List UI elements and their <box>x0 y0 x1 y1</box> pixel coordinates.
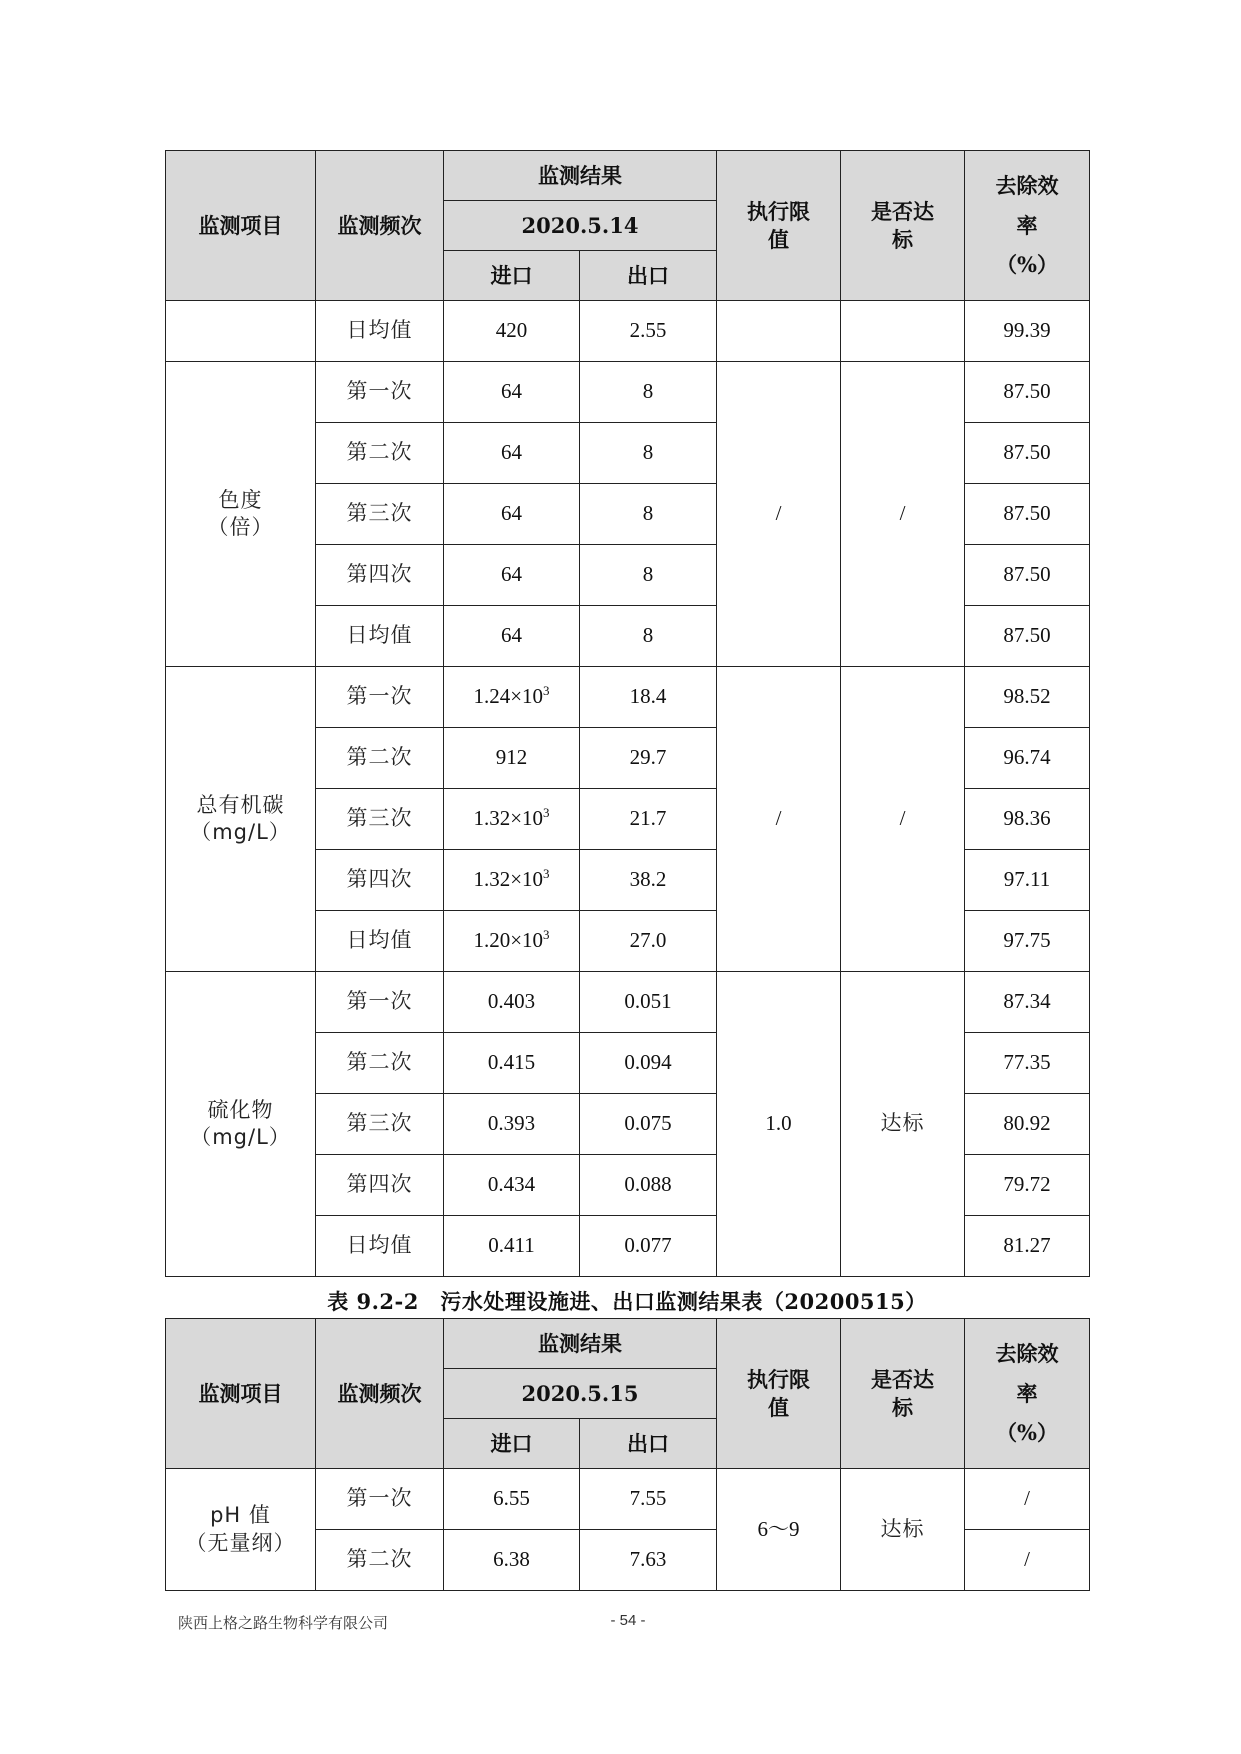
outlet-cell: 7.55 <box>580 1469 717 1530</box>
freq-cell: 第二次 <box>316 1530 444 1591</box>
limit-cell: / <box>717 362 841 667</box>
header-outlet: 出口 <box>580 1419 717 1469</box>
removal-cell: 87.34 <box>965 972 1090 1033</box>
outlet-cell: 38.2 <box>580 850 717 911</box>
header-outlet: 出口 <box>580 251 717 301</box>
table-row <box>166 301 1090 362</box>
inlet-exponent: 3 <box>543 927 550 943</box>
header-removal <box>965 1319 1090 1469</box>
outlet-cell: 8 <box>580 423 717 484</box>
inlet-base: 1.32×10 <box>473 867 544 892</box>
outlet-cell: 18.4 <box>580 667 717 728</box>
outlet-cell: 0.094 <box>580 1033 717 1094</box>
header-pass <box>841 1319 965 1469</box>
inlet-cell: 64 <box>444 484 580 545</box>
removal-cell: 87.50 <box>965 362 1090 423</box>
table-caption: 表 9.2-2 污水处理设施进、出口监测结果表（20200515） <box>327 1289 927 1314</box>
freq-cell: 日均值 <box>316 1216 444 1277</box>
outlet-cell: 8 <box>580 484 717 545</box>
inlet-exponent: 3 <box>543 683 550 699</box>
freq-cell: 第三次 <box>316 1094 444 1155</box>
outlet-cell: 2.55 <box>580 301 717 362</box>
header-item: 监测项目 <box>166 1319 316 1469</box>
removal-cell: 99.39 <box>965 301 1090 362</box>
removal-cell: / <box>965 1469 1090 1530</box>
header-result: 监测结果 <box>444 1319 717 1369</box>
freq-cell: 第四次 <box>316 850 444 911</box>
outlet-cell: 0.088 <box>580 1155 717 1216</box>
header-inlet: 进口 <box>444 251 580 301</box>
item-name: 硫化物 <box>207 1097 274 1122</box>
removal-cell: 79.72 <box>965 1155 1090 1216</box>
removal-cell: 81.27 <box>965 1216 1090 1277</box>
limit-cell: 1.0 <box>717 972 841 1277</box>
removal-cell: 87.50 <box>965 545 1090 606</box>
item-unit: （mg/L） <box>190 820 291 844</box>
removal-cell: / <box>965 1530 1090 1591</box>
removal-cell: 87.50 <box>965 484 1090 545</box>
inlet-base: 1.32×10 <box>473 806 544 831</box>
pass-cell: / <box>841 362 965 667</box>
header-removal <box>965 151 1090 301</box>
pass-cell: / <box>841 667 965 972</box>
inlet-cell <box>444 667 580 728</box>
freq-cell: 第一次 <box>316 667 444 728</box>
freq-cell: 第一次 <box>316 1469 444 1530</box>
limit-cell-empty <box>717 301 841 362</box>
freq-cell: 第三次 <box>316 484 444 545</box>
outlet-cell: 8 <box>580 545 717 606</box>
header-date: 2020.5.14 <box>444 201 717 251</box>
table-row <box>166 972 1090 1033</box>
table-row <box>166 362 1090 423</box>
inlet-cell: 0.411 <box>444 1216 580 1277</box>
inlet-cell: 0.393 <box>444 1094 580 1155</box>
item-cell-empty <box>166 301 316 362</box>
outlet-cell: 8 <box>580 606 717 667</box>
item-name: 总有机碳 <box>196 792 285 817</box>
freq-cell: 日均值 <box>316 911 444 972</box>
freq-cell: 第一次 <box>316 972 444 1033</box>
header-result: 监测结果 <box>444 151 717 201</box>
removal-cell: 97.11 <box>965 850 1090 911</box>
freq-cell: 第四次 <box>316 1155 444 1216</box>
freq-cell: 第三次 <box>316 789 444 850</box>
removal-cell: 87.50 <box>965 606 1090 667</box>
limit-cell: / <box>717 667 841 972</box>
item-unit: （mg/L） <box>190 1125 291 1149</box>
footer-company: 陕西上格之路生物科学有限公司 <box>178 1614 389 1632</box>
outlet-cell: 0.077 <box>580 1216 717 1277</box>
inlet-cell: 64 <box>444 545 580 606</box>
header-freq: 监测频次 <box>316 151 444 301</box>
inlet-cell <box>444 850 580 911</box>
inlet-cell: 64 <box>444 606 580 667</box>
header-item: 监测项目 <box>166 151 316 301</box>
item-cell-ph <box>166 1469 316 1591</box>
removal-cell: 98.52 <box>965 667 1090 728</box>
removal-cell: 77.35 <box>965 1033 1090 1094</box>
inlet-cell <box>444 789 580 850</box>
item-unit: （倍） <box>207 515 274 539</box>
monitoring-table-0515 <box>165 1318 1090 1591</box>
table-row <box>166 1469 1090 1530</box>
inlet-cell: 64 <box>444 423 580 484</box>
item-unit: （无量纲） <box>185 1530 296 1555</box>
freq-cell: 第二次 <box>316 423 444 484</box>
page-number: - 54 - <box>610 1612 646 1629</box>
outlet-cell: 29.7 <box>580 728 717 789</box>
inlet-exponent: 3 <box>543 805 550 821</box>
item-cell-color <box>166 362 316 667</box>
item-name: 色度 <box>218 487 263 512</box>
header-removal-text: 去除效率（%） <box>995 172 1059 278</box>
removal-cell: 80.92 <box>965 1094 1090 1155</box>
removal-cell: 97.75 <box>965 911 1090 972</box>
freq-cell: 第二次 <box>316 1033 444 1094</box>
pass-cell: 达标 <box>841 972 965 1277</box>
inlet-cell: 6.38 <box>444 1530 580 1591</box>
inlet-cell: 6.55 <box>444 1469 580 1530</box>
monitoring-table-0514 <box>165 150 1090 1277</box>
header-inlet: 进口 <box>444 1419 580 1469</box>
inlet-cell: 0.434 <box>444 1155 580 1216</box>
outlet-cell: 0.051 <box>580 972 717 1033</box>
header-pass <box>841 151 965 301</box>
removal-cell: 98.36 <box>965 789 1090 850</box>
freq-cell: 第一次 <box>316 362 444 423</box>
inlet-cell: 912 <box>444 728 580 789</box>
freq-cell: 日均值 <box>316 301 444 362</box>
inlet-base: 1.24×10 <box>473 684 544 709</box>
header-limit <box>717 151 841 301</box>
freq-cell: 第四次 <box>316 545 444 606</box>
limit-cell: 6～9 <box>717 1469 841 1591</box>
inlet-cell: 0.415 <box>444 1033 580 1094</box>
outlet-cell: 7.63 <box>580 1530 717 1591</box>
outlet-cell: 8 <box>580 362 717 423</box>
outlet-cell: 21.7 <box>580 789 717 850</box>
freq-cell: 日均值 <box>316 606 444 667</box>
header-limit <box>717 1319 841 1469</box>
pass-cell-empty <box>841 301 965 362</box>
header-pass-text: 是否达标 <box>871 1367 934 1420</box>
item-cell-toc <box>166 667 316 972</box>
inlet-cell: 64 <box>444 362 580 423</box>
inlet-cell: 0.403 <box>444 972 580 1033</box>
outlet-cell: 0.075 <box>580 1094 717 1155</box>
header-date: 2020.5.15 <box>444 1369 717 1419</box>
item-cell-sulfide <box>166 972 316 1277</box>
outlet-cell: 27.0 <box>580 911 717 972</box>
header-limit-text: 执行限值 <box>747 1367 810 1420</box>
removal-cell: 96.74 <box>965 728 1090 789</box>
inlet-cell: 420 <box>444 301 580 362</box>
pass-cell: 达标 <box>841 1469 965 1591</box>
inlet-exponent: 3 <box>543 866 550 882</box>
header-removal-text: 去除效率（%） <box>995 1340 1059 1446</box>
removal-cell: 87.50 <box>965 423 1090 484</box>
item-name: pH 值 <box>210 1503 271 1528</box>
inlet-cell <box>444 911 580 972</box>
inlet-base: 1.20×10 <box>473 928 544 953</box>
header-limit-text: 执行限值 <box>747 199 810 252</box>
table-row <box>166 667 1090 728</box>
header-pass-text: 是否达标 <box>871 199 934 252</box>
header-freq: 监测频次 <box>316 1319 444 1469</box>
freq-cell: 第二次 <box>316 728 444 789</box>
